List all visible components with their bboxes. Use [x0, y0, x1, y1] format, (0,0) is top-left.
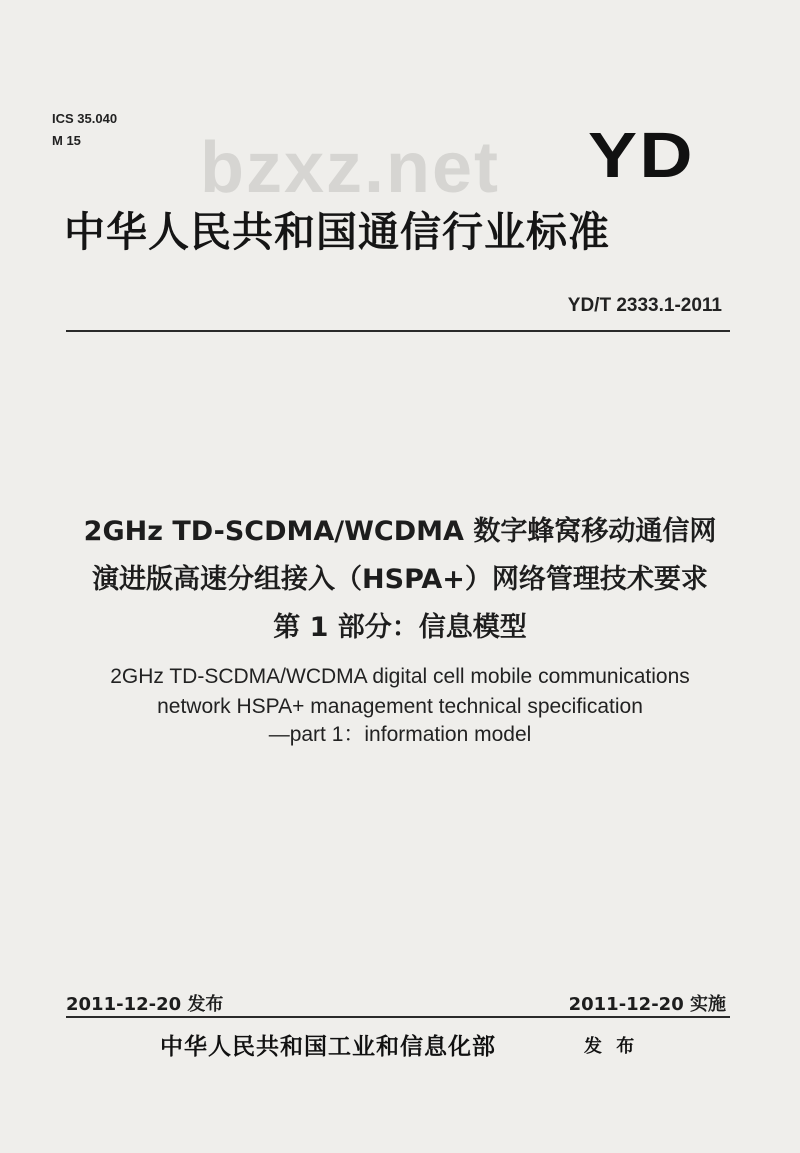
title-en-line-3: —part 1：information model — [268, 723, 532, 746]
watermark: bzxz.net — [200, 128, 501, 208]
title-en-line-2: network HSPA+ management technical specification — [157, 695, 643, 718]
implementation-date: 2011-12-20 实施 — [568, 994, 726, 1015]
publisher-name: 中华人民共和国工业和信息化部 — [160, 1033, 496, 1060]
title-cn-line-3: 第 1 部分：信息模型 — [273, 612, 527, 643]
standard-category-title: 中华人民共和国通信行业标准 — [64, 208, 610, 256]
issue-date: 2011-12-20 发布 — [66, 994, 224, 1015]
bottom-divider — [66, 1016, 730, 1018]
yd-logo: YD — [588, 119, 695, 191]
classification-codes — [52, 108, 117, 152]
title-cn-line-2: 演进版高速分组接入（HSPA+）网络管理技术要求 — [92, 564, 708, 595]
standard-number: YD/T 2333.1-2011 — [567, 295, 722, 316]
ccs-code: M 15 — [52, 133, 81, 148]
title-en-line-1: 2GHz TD-SCDMA/WCDMA digital cell mobile communications — [110, 665, 690, 688]
ics-code: ICS 35.040 — [52, 111, 118, 126]
title-cn-line-1: 2GHz TD-SCDMA/WCDMA 数字蜂窝移动通信网 — [83, 516, 717, 547]
top-divider — [66, 330, 730, 332]
publish-label: 发 布 — [584, 1036, 639, 1057]
